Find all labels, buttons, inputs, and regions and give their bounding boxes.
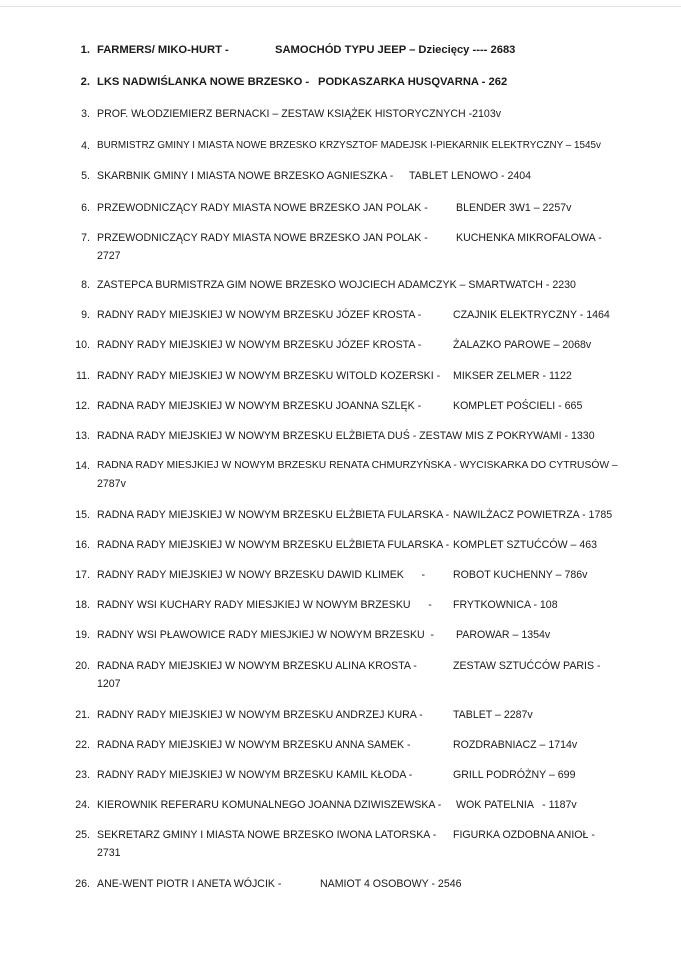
recipient: RADNY RADY MIEJSKIEJ W NOWYM BRZESKU WITOLD KOZERSKI - [97, 370, 441, 382]
recipient: RADNY RADY MIEJSKIEJ W NOWYM BRZESKU KAMIL KŁODA - [97, 769, 413, 781]
recipient: RADNA RADY MIEJSKIEJ W NOWYM BRZESKU ELŻBIETA FULARSKA - [97, 539, 450, 551]
gift: KOMPLET SZTUĆCÓW – 463 [453, 539, 598, 551]
gift: BLENDER 3W1 – 2257v [456, 202, 572, 214]
recipient: RADNA RADY MIEJSKIEJ W NOWYM BRZESKU ELŻBIETA DUŚ - ZESTAW MIS Z POKRYWAMI - 1330 [97, 430, 595, 442]
item-number: 10. [75, 339, 90, 351]
gift: ROBOT KUCHENNY – 786v [453, 569, 588, 581]
gift: FRYTKOWNICA - 108 [453, 599, 558, 611]
gift-continuation: 1207 [97, 678, 121, 690]
gift: GRILL PODRÓŻNY – 699 [453, 769, 576, 781]
gift: PODKASZARKA HUSQVARNA - 262 [318, 76, 508, 88]
gift: CZAJNIK ELEKTRYCZNY - 1464 [453, 309, 610, 321]
item-number: 1. [80, 44, 90, 56]
recipient: SEKRETARZ GMINY I MIASTA NOWE BRZESKO IWONA LATORSKA - [97, 829, 437, 841]
item-number: 21. [75, 709, 90, 721]
item-number: 26. [75, 878, 90, 890]
recipient: RADNY WSI KUCHARY RADY MIESJKIEJ W NOWYM BRZESKU - [97, 599, 432, 611]
gift: NAWILŻACZ POWIETRZA - 1785 [453, 509, 613, 521]
recipient: FARMERS/ MIKO-HURT - [97, 44, 229, 56]
recipient: RADNY RADY MIEJSKIEJ W NOWYM BRZESKU JÓZEF KROSTA - [97, 309, 422, 321]
item-number: 23. [75, 769, 90, 781]
gift: TABLET LENOWO - 2404 [409, 170, 532, 182]
recipient: PROF. WŁODZIEMIERZ BERNACKI – ZESTAW KSIĄŻEK HISTORYCZNYCH -2103v [97, 108, 502, 120]
recipient: PRZEWODNICZĄCY RADY MIASTA NOWE BRZESKO JAN POLAK - [97, 232, 428, 244]
recipient: RADNY RADY MIEJSKIEJ W NOWY BRZESKU DAWID KLIMEK - [97, 569, 426, 581]
item-number: 2. [80, 76, 90, 88]
item-number: 14. [75, 460, 90, 472]
gift-continuation: 2787v [97, 478, 126, 490]
item-number: 24. [75, 799, 90, 811]
recipient: RADNA RADY MIEJSKIEJ W NOWYM BRZESKU ANNA SAMEK - [97, 739, 411, 751]
item-number: 8. [81, 279, 90, 291]
recipient: RADNY WSI PŁAWOWICE RADY MIESJKIEJ W NOWYM BRZESKU - [97, 629, 435, 641]
item-number: 12. [75, 400, 90, 412]
recipient: RADNY RADY MIEJSKIEJ W NOWYM BRZESKU ANDRZEJ KURA - [97, 709, 423, 721]
recipient: ANE-WENT PIOTR I ANETA WÓJCIK - [97, 878, 282, 890]
gift: NAMIOT 4 OSOBOWY - 2546 [320, 878, 462, 890]
item-number: 19. [75, 629, 90, 641]
gift: PAROWAR – 1354v [456, 629, 551, 641]
gift: TABLET – 2287v [453, 709, 533, 721]
page-top-rule [0, 6, 681, 7]
gift: ZESTAW SZTUĆCÓW PARIS - [453, 660, 601, 672]
recipient: BURMISTRZ GMINY I MIASTA NOWE BRZESKO KRZYSZTOF MADEJSK I-PIEKARNIK ELEKTRYCZNY – 1545v [97, 140, 601, 151]
recipient: LKS NADWIŚLANKA NOWE BRZESKO - [97, 76, 310, 88]
recipient: RADNY RADY MIEJSKIEJ W NOWYM BRZESKU JÓZEF KROSTA - [97, 339, 422, 351]
gift: KOMPLET POŚCIELI - 665 [453, 400, 583, 412]
recipient: SKARBNIK GMINY I MIASTA NOWE BRZESKO AGNIESZKA - [97, 170, 394, 182]
item-number: 9. [81, 309, 90, 321]
gift: MIKSER ZELMER - 1122 [453, 370, 572, 382]
item-number: 13. [75, 430, 90, 442]
recipient: RADNA RADY MIEJSKIEJ W NOWYM BRZESKU JOANNA SZLĘK - [97, 400, 422, 412]
item-number: 6. [81, 202, 90, 214]
item-number: 22. [75, 739, 90, 751]
item-number: 17. [75, 569, 90, 581]
item-number: 11. [76, 370, 90, 382]
gift-continuation: 2727 [97, 250, 121, 262]
recipient: KIEROWNIK REFERARU KOMUNALNEGO JOANNA DZIWISZEWSKA - [97, 799, 442, 811]
gift: KUCHENKA MIKROFALOWA - [456, 232, 602, 244]
gift: FIGURKA OZDOBNA ANIOŁ - [453, 829, 595, 841]
item-number: 25. [75, 829, 90, 841]
gift: ŻALAZKO PAROWE – 2068v [453, 339, 592, 351]
gift: SAMOCHÓD TYPU JEEP – Dziecięcy ---- 2683 [275, 44, 516, 56]
item-number: 20. [75, 660, 90, 672]
gift-continuation: 2731 [97, 847, 121, 859]
item-number: 15. [75, 509, 90, 521]
recipient: ZASTEPCA BURMISTRZA GIM NOWE BRZESKO WOJCIECH ADAMCZYK – SMARTWATCH - 2230 [97, 279, 576, 291]
item-number: 3. [81, 108, 90, 120]
recipient: RADNA RADY MIEJSKIEJ W NOWYM BRZESKU ALINA KROSTA - [97, 660, 417, 672]
item-number: 4. [81, 140, 90, 152]
gift: WOK PATELNIA - 1187v [456, 799, 577, 811]
item-number: 5. [81, 170, 90, 182]
item-number: 7. [81, 232, 90, 244]
item-number: 16. [75, 539, 90, 551]
recipient: PRZEWODNICZĄCY RADY MIASTA NOWE BRZESKO JAN POLAK - [97, 202, 428, 214]
item-number: 18. [75, 599, 90, 611]
gift: ROZDRABNIACZ – 1714v [453, 739, 578, 751]
recipient: RADNA RADY MIESJKIEJ W NOWYM BRZESKU RENATA CHMURZYŃSKA - WYCISKARKA DO CYTRUSÓW – [97, 460, 618, 471]
recipient: RADNA RADY MIEJSKIEJ W NOWYM BRZESKU ELŻBIETA FULARSKA - [97, 509, 450, 521]
